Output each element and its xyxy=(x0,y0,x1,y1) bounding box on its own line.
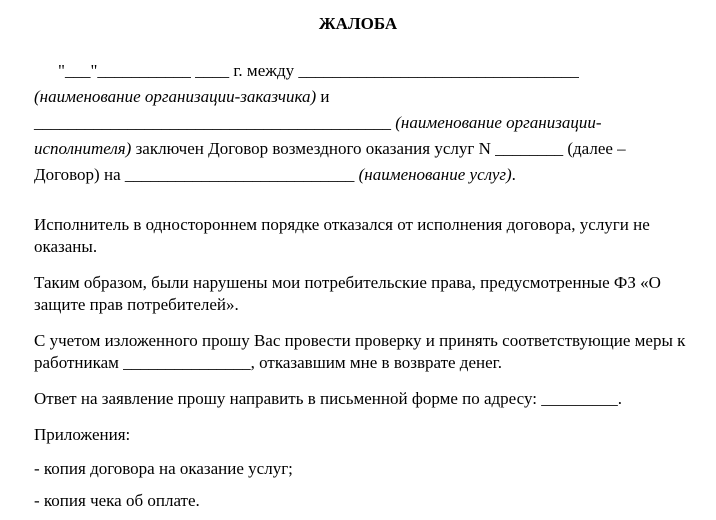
intro-line2-blank: __________________________________________ xyxy=(34,113,391,132)
document-title: ЖАЛОБА xyxy=(318,14,398,33)
org-customer-hint: (наименование организации-заказчика) xyxy=(34,87,317,106)
paragraph-refusal: Исполнитель в одностороннем порядке отказался от исполнения договора, услуги не оказаны. xyxy=(34,215,650,256)
org-executor-hint: (наименование организации-исполнителя) xyxy=(34,113,602,158)
intro-end-dot: . xyxy=(511,165,516,184)
paragraph-request: С учетом изложенного прошу Вас провести проверку и принять соответствующие меры к работникам _______________, отказавшим мне в возврате денег. xyxy=(34,331,686,372)
attachment-receipt-copy: - копия чека об оплате. xyxy=(34,491,200,510)
attachment-contract-copy: - копия договора на оказание услуг; xyxy=(34,459,293,478)
paragraph-rights-violated: Таким образом, были нарушены мои потребительские права, предусмотренные ФЗ «О защите прав потребителей». xyxy=(34,273,661,314)
paragraph-answer-address: Ответ на заявление прошу направить в письменной форме по адресу: _________. xyxy=(34,389,622,408)
intro-line1: "___"___________ ____ г. между _________________________________ xyxy=(58,61,579,80)
intro-paragraph xyxy=(34,58,694,188)
services-hint: (наименование услуг) xyxy=(358,165,512,184)
contract-text: заключен Договор возмездного оказания услуг N ________ (далее – Договор) на ___________________________ xyxy=(34,139,626,184)
and-word: и xyxy=(316,87,330,106)
attachments-heading: Приложения: xyxy=(34,425,131,444)
